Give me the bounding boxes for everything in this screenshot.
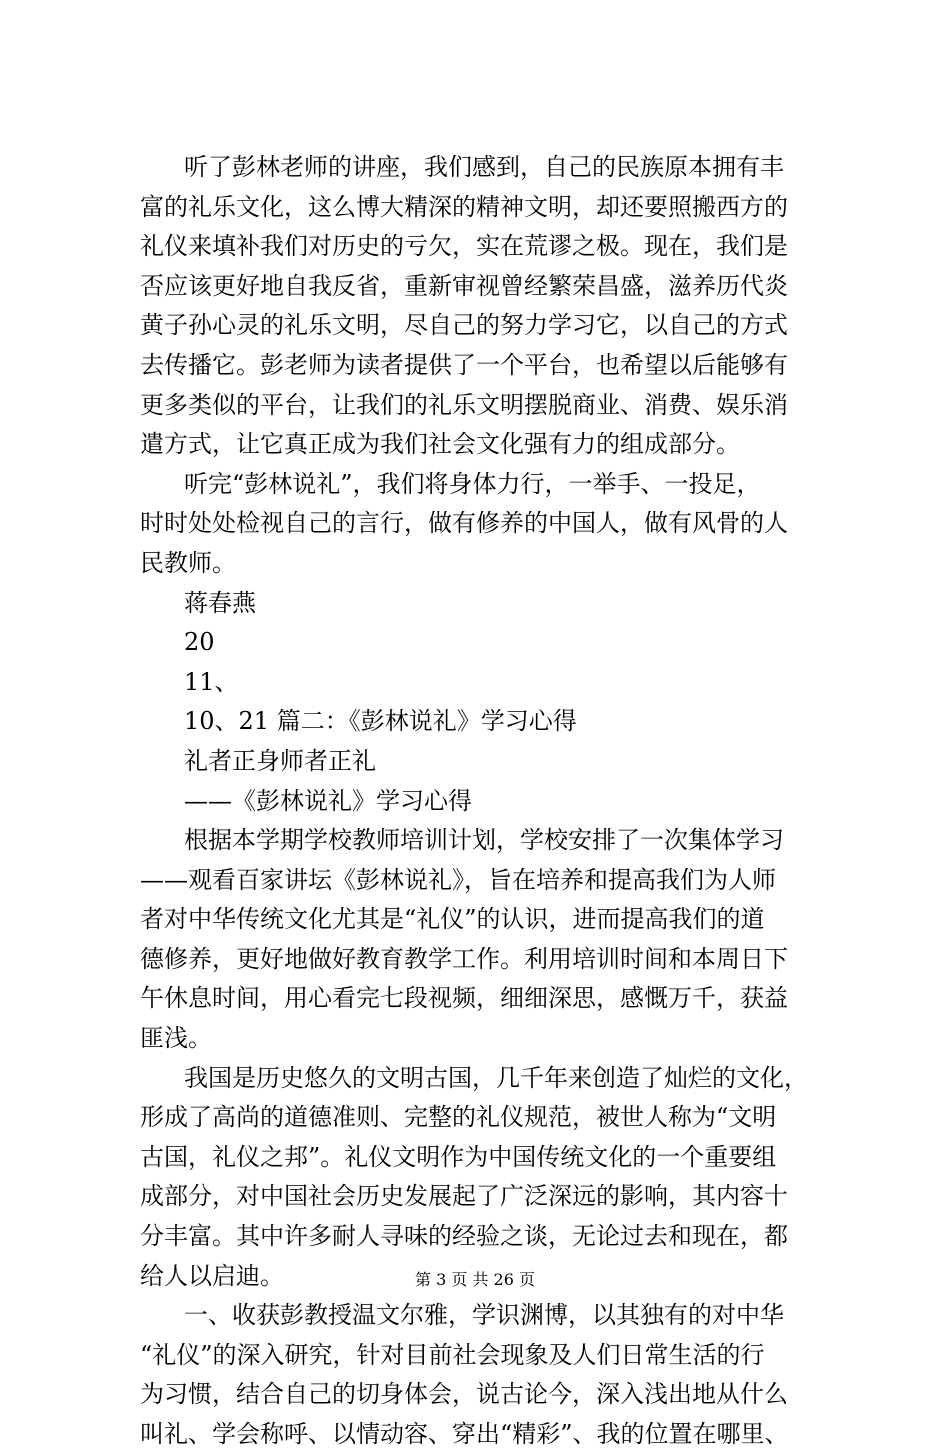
text-line: 富的礼乐文化，这么博大精深的精神文明，却还要照搬西方的 <box>140 192 788 221</box>
text-line: 根据本学期学校教师培训计划，学校安排了一次集体学习 <box>184 826 784 855</box>
text-line: 叫礼、学会称呼、以情动容、穿出“精彩”、我的位置在哪里、 <box>140 1420 789 1448</box>
text-line: 听完“彭林说礼”，我们将身体力行，一举手、一投足， <box>184 469 761 498</box>
date-fragment: 20 <box>184 628 215 657</box>
text-line: 匪浅。 <box>140 1024 212 1053</box>
text-line: 者对中华传统文化尤其是“礼仪”的认识，进而提高我们的道 <box>140 905 765 934</box>
text-line: 给人以启迪。 <box>140 1261 284 1290</box>
author-name: 蒋春燕 <box>184 588 256 617</box>
text-line: 礼仪来填补我们对历史的亏欠，实在荒谬之极。现在，我们是 <box>140 232 788 261</box>
text-line: 时时处处检视自己的言行，做有修养的中国人，做有风骨的人 <box>140 509 788 538</box>
text-line: 听了彭林老师的讲座，我们感到，自己的民族原本拥有丰 <box>184 153 784 181</box>
text-line: 遣方式，让它真正成为我们社会文化强有力的组成部分。 <box>140 430 740 459</box>
text-line: 分丰富。其中许多耐人寻味的经验之谈，无论过去和现在，都 <box>140 1222 788 1251</box>
text-line: 为习惯，结合自己的切身体会，说古论今，深入浅出地从什么 <box>140 1380 788 1409</box>
text-line: ——观看百家讲坛《彭林说礼》，旨在培养和提高我们为人师 <box>140 865 776 894</box>
text-line: 形成了高尚的道德准则、完整的礼仪规范，被世人称为“文明 <box>140 1103 777 1132</box>
text-line: 否应该更好地自我反省，重新审视曾经繁荣昌盛，滋养历代炎 <box>140 271 788 300</box>
article-title: 礼者正身师者正礼 <box>184 746 376 775</box>
date-fragment: 11、 <box>184 667 239 696</box>
text-line: 民教师。 <box>140 548 236 577</box>
text-line: 成部分，对中国社会历史发展起了广泛深远的影响，其内容十 <box>140 1182 788 1211</box>
text-line: 德修养，更好地做好教育教学工作。利用培训时间和本周日下 <box>140 944 788 973</box>
article-subtitle: ——《彭林说礼》学习心得 <box>184 786 472 815</box>
page-footer <box>0 1270 950 1290</box>
text-line: 古国，礼仪之邦”。礼仪文明作为中国传统文化的一个重要组 <box>140 1142 777 1171</box>
text-line: 一、收获彭教授温文尔雅，学识渊博，以其独有的对中华 <box>184 1301 784 1330</box>
text-line: 黄子孙心灵的礼乐文明，尽自己的努力学习它，以自己的方式 <box>140 311 788 340</box>
section-heading: 10、21 篇二：《彭林说礼》学习心得 <box>184 707 577 736</box>
text-line: 更多类似的平台，让我们的礼乐文明摆脱商业、消费、娱乐消 <box>140 390 788 419</box>
document-body <box>140 148 840 1455</box>
text-line: 我国是历史悠久的文明古国，几千年来创造了灿烂的文化， <box>184 1063 808 1092</box>
text-line: 午休息时间，用心看完七段视频，细细深思，感慨万千，获益 <box>140 984 788 1013</box>
page-number: 第 3 页 共 26 页 <box>415 1270 535 1289</box>
text-line: 去传播它。彭老师为读者提供了一个平台，也希望以后能够有 <box>140 350 788 379</box>
text-line: “礼仪”的深入研究，针对目前社会现象及人们日常生活的行 <box>140 1340 765 1369</box>
